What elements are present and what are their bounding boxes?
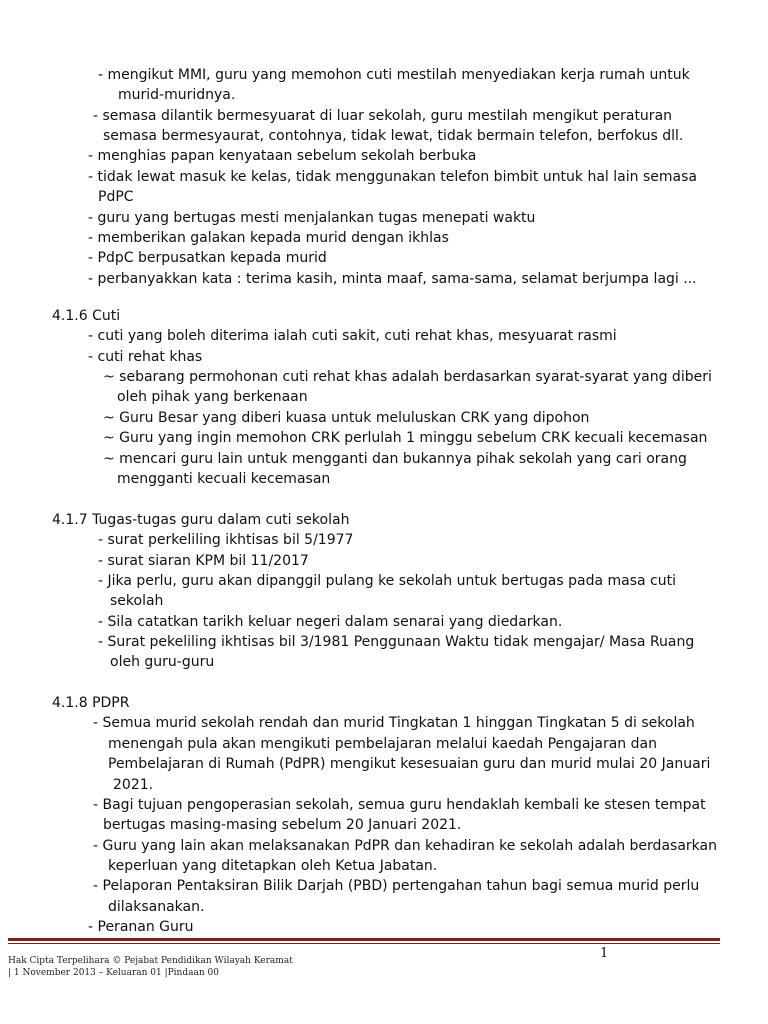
intro-line-9: - memberikan galakan kepada murid dengan ikhlas — [88, 230, 449, 246]
section-heading-tugas: 4.1.7 Tugas-tugas guru dalam cuti sekolah — [52, 512, 350, 528]
section-heading-cuti: 4.1.6 Cuti — [52, 308, 121, 324]
intro-line-8: - guru yang bertugas mesti menjalankan tugas menepati waktu — [88, 210, 536, 226]
pdpr-line-2: menengah pula akan mengikuti pembelajaran melalui kaedah Pengajaran dan — [108, 736, 657, 752]
cuti-line-2: - cuti rehat khas — [88, 349, 203, 365]
footer-rule-thick — [8, 938, 720, 941]
footer-copyright: Hak Cipta Terpelihara © Pejabat Pendidikan Wilayah Keramat — [8, 956, 293, 966]
tugas-line-2: - surat siaran KPM bil 11/2017 — [98, 553, 309, 569]
tugas-line-5: - Sila catatkan tarikh keluar negeri dalam senarai yang diedarkan. — [98, 614, 563, 630]
pdpr-line-6: bertugas masing-masing sebelum 20 Januari 2021. — [103, 817, 462, 833]
pdpr-line-4: 2021. — [113, 777, 154, 793]
page-number: 1 — [600, 946, 609, 961]
intro-line-4: semasa bermesyaurat, contohnya, tidak lewat, tidak bermain telefon, berfokus dll. — [103, 128, 684, 144]
pdpr-line-8: keperluan yang ditetapkan oleh Ketua Jabatan. — [108, 858, 438, 874]
cuti-line-6: ~ Guru yang ingin memohon CRK perlulah 1 minggu sebelum CRK kecuali kecemasan — [103, 430, 708, 446]
cuti-line-8: mengganti kecuali kecemasan — [117, 471, 331, 487]
tugas-line-4: sekolah — [110, 593, 164, 609]
cuti-line-1: - cuti yang boleh diterima ialah cuti sakit, cuti rehat khas, mesyuarat rasmi — [88, 328, 617, 344]
section-heading-pdpr: 4.1.8 PDPR — [52, 695, 130, 711]
tugas-line-1: - surat perkeliling ikhtisas bil 5/1977 — [98, 532, 354, 548]
intro-line-7: PdPC — [98, 189, 134, 205]
intro-line-11: - perbanyakkan kata : terima kasih, minta maaf, sama-sama, selamat berjumpa lagi ... — [88, 271, 697, 287]
pdpr-line-3: Pembelajaran di Rumah (PdPR) mengikut kesesuaian guru dan murid mulai 20 Januari — [108, 756, 711, 772]
pdpr-line-11: - Peranan Guru — [88, 919, 194, 935]
intro-line-1: - mengikut MMI, guru yang memohon cuti mestilah menyediakan kerja rumah untuk — [98, 67, 690, 83]
cuti-line-5: ~ Guru Besar yang diberi kuasa untuk meluluskan CRK yang dipohon — [103, 410, 590, 426]
tugas-line-7: oleh guru-guru — [110, 654, 215, 670]
footer-rule-thin — [8, 943, 720, 944]
pdpr-line-7: - Guru yang lain akan melaksanakan PdPR dan kehadiran ke sekolah adalah berdasarkan — [93, 838, 717, 854]
cuti-line-3: ~ sebarang permohonan cuti rehat khas adalah berdasarkan syarat-syarat yang diberi — [103, 369, 712, 385]
pdpr-line-1: - Semua murid sekolah rendah dan murid Tingkatan 1 hinggan Tingkatan 5 di sekolah — [93, 715, 695, 731]
intro-line-3: - semasa dilantik bermesyuarat di luar sekolah, guru mestilah mengikut peraturan — [93, 108, 673, 124]
tugas-line-6: - Surat pekeliling ikhtisas bil 3/1981 Penggunaan Waktu tidak mengajar/ Masa Ruang — [98, 634, 695, 650]
pdpr-line-10: dilaksanakan. — [108, 899, 205, 915]
pdpr-line-9: - Pelaporan Pentaksiran Bilik Darjah (PBD) pertengahan tahun bagi semua murid perlu — [93, 878, 700, 894]
tugas-line-3: - Jika perlu, guru akan dipanggil pulang ke sekolah untuk bertugas pada masa cuti — [98, 573, 676, 589]
footer-edition: | 1 November 2013 – Keluaran 01 |Pindaan 00 — [8, 968, 219, 978]
intro-line-6: - tidak lewat masuk ke kelas, tidak menggunakan telefon bimbit untuk hal lain semasa — [88, 169, 697, 185]
intro-line-10: - PdpC berpusatkan kepada murid — [88, 250, 327, 266]
cuti-line-4: oleh pihak yang berkenaan — [117, 389, 308, 405]
intro-line-2: murid-muridnya. — [118, 87, 236, 103]
pdpr-line-5: - Bagi tujuan pengoperasian sekolah, semua guru hendaklah kembali ke stesen tempat — [93, 797, 706, 813]
intro-line-5: - menghias papan kenyataan sebelum sekolah berbuka — [88, 148, 477, 164]
cuti-line-7: ~ mencari guru lain untuk mengganti dan bukannya pihak sekolah yang cari orang — [103, 451, 687, 467]
